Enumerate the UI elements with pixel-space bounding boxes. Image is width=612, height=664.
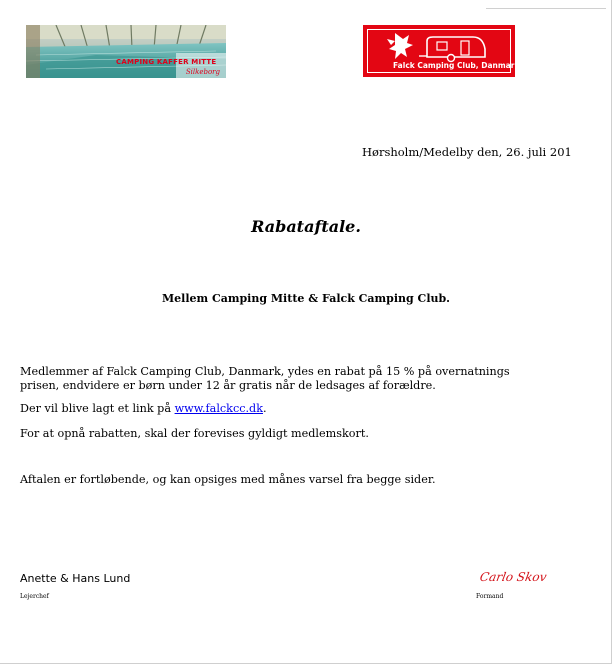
- discount-paragraph: [20, 365, 510, 393]
- letter-title: Rabataftale.: [251, 217, 361, 236]
- left-signatory-name: Anette & Hans Lund: [20, 572, 131, 585]
- discount-paragraph-line-1: Medlemmer af Falck Camping Club, Danmark, ydes en rabat på 15 % på overnatnings: [20, 365, 510, 378]
- camping-mitte-logo-text: CAMPING KAFFER MITTE: [116, 58, 217, 66]
- camping-mitte-logo-subtext: Silkeborg: [185, 68, 220, 76]
- handwritten-signature: Carlo Skov: [478, 570, 548, 584]
- letter-subtitle: Mellem Camping Mitte & Falck Camping Club.: [161, 292, 451, 305]
- falck-camping-club-logo: [363, 25, 520, 77]
- link-paragraph: [20, 402, 267, 416]
- link-paragraph-prefix: Der vil blive lagt et link på: [20, 402, 175, 415]
- left-signatory-role: Lejerchef: [20, 593, 49, 600]
- right-signatory-role: Formand: [476, 593, 504, 600]
- link-paragraph-suffix: .: [262, 402, 267, 415]
- falck-logo-text: Falck Camping Club, Danmark: [393, 61, 520, 70]
- membership-card-paragraph: For at opnå rabatten, skal der forevises gyldigt medlemskort.: [20, 427, 369, 440]
- falckcc-link[interactable]: www.falckcc.dk: [174, 402, 263, 415]
- termination-paragraph: Aftalen er fortløbende, og kan opsiges med månes varsel fra begge sider.: [20, 473, 436, 486]
- top-rule: [486, 8, 606, 9]
- camping-mitte-logo: [26, 25, 226, 78]
- letter-dateline: Hørsholm/Medelby den, 26. juli 201: [362, 145, 572, 159]
- discount-paragraph-line-2: prisen, endvidere er børn under 12 år gratis når de ledsages af forældre.: [20, 379, 436, 392]
